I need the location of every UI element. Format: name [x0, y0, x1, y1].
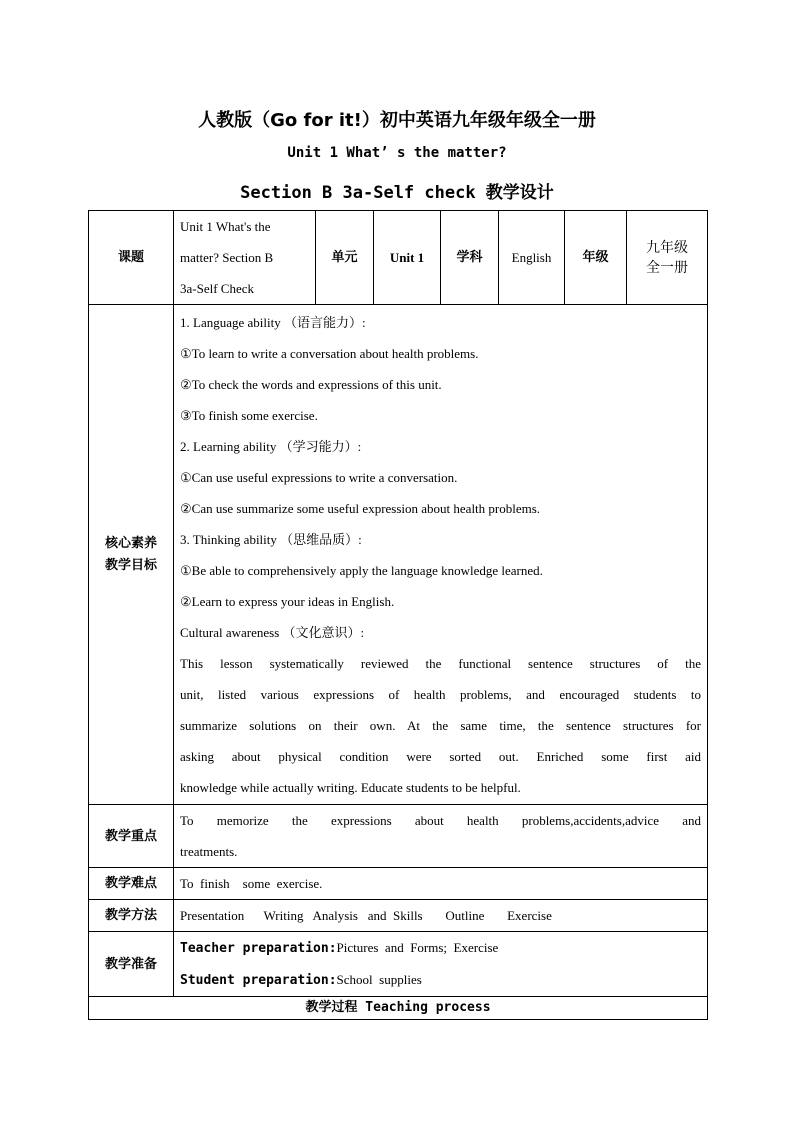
methods-content: Presentation Writing Analysis and Skills Outline Exercise	[174, 900, 708, 932]
section-title: Section B 3a-Self check 教学设计	[240, 183, 554, 203]
cultural-paragraph-line: knowledge while actually writing. Educate students to be helpful.	[180, 779, 521, 795]
unit-value: Unit 1	[374, 211, 441, 305]
objectives-label-line: 核心素养	[104, 535, 157, 551]
teacher-preparation-text: Pictures and Forms; Exercise	[336, 940, 499, 955]
objectives-row	[89, 305, 708, 805]
cultural-paragraph-line: summarize solutions on their own. At the same time, the sentence structures for	[180, 717, 701, 733]
objective-line: 1. Language ability （语言能力）:	[180, 314, 366, 330]
student-preparation	[180, 964, 701, 996]
topic-line: Unit 1 What's the	[180, 219, 271, 234]
objective-line: Cultural awareness （文化意识）:	[180, 624, 365, 640]
objective-line: ①Be able to comprehensively apply the language knowledge learned.	[180, 562, 543, 578]
student-preparation-label: Student preparation:	[180, 973, 337, 988]
key-points-line: treatments.	[180, 844, 238, 859]
cultural-paragraph-line: asking about physical condition were sorted out. Enriched some first aid	[180, 748, 701, 764]
objective-line: ①To learn to write a conversation about health problems.	[180, 345, 479, 361]
difficulties-label: 教学难点	[89, 868, 174, 900]
difficulties-content: To finish some exercise.	[174, 868, 708, 900]
teacher-preparation	[180, 932, 701, 964]
topic-line: 3a-Self Check	[180, 281, 255, 296]
topic-value	[174, 211, 316, 305]
document-title: 人教版（Go for it!）初中英语九年级年级全一册	[198, 110, 596, 131]
teaching-process-heading: 教学过程 Teaching process	[89, 997, 708, 1020]
subject-value: English	[499, 211, 565, 305]
topic-line: matter? Section B	[180, 250, 274, 265]
grade-label: 年级	[565, 211, 627, 305]
objectives-content	[174, 305, 708, 805]
objectives-label-line: 教学目标	[104, 557, 157, 573]
grade-line: 全一册	[646, 259, 688, 276]
objective-line: ②Learn to express your ideas in English.	[180, 593, 395, 609]
key-points-row	[89, 805, 708, 868]
lesson-plan-table	[88, 210, 708, 1020]
preparation-row	[89, 932, 708, 997]
info-row	[89, 211, 708, 305]
objective-line: 3. Thinking ability （思维品质）:	[180, 531, 362, 547]
methods-label: 教学方法	[89, 900, 174, 932]
difficulties-row	[89, 868, 708, 900]
cultural-paragraph-line: This lesson systematically reviewed the functional sentence structures of the	[180, 655, 701, 671]
objective-line: 2. Learning ability （学习能力）:	[180, 438, 362, 454]
unit-subtitle: Unit 1 What’ s the matter?	[287, 145, 507, 161]
subject-label: 学科	[441, 211, 499, 305]
unit-label: 单元	[316, 211, 374, 305]
key-points-content	[174, 805, 708, 868]
objective-line: ①Can use useful expressions to write a conversation.	[180, 469, 458, 485]
grade-line: 九年级	[646, 239, 688, 256]
teaching-process-row	[89, 997, 708, 1020]
student-preparation-text: School supplies	[336, 972, 422, 987]
topic-label: 课题	[89, 211, 174, 305]
cultural-paragraph-line: unit, listed various expressions of health problems, and encouraged students to	[180, 686, 701, 702]
objectives-label	[89, 305, 174, 805]
methods-row	[89, 900, 708, 932]
grade-value	[627, 211, 708, 305]
objective-line: ②Can use summarize some useful expression about health problems.	[180, 500, 541, 516]
objective-line: ②To check the words and expressions of this unit.	[180, 376, 442, 392]
key-points-label: 教学重点	[89, 805, 174, 868]
teacher-preparation-label: Teacher preparation:	[180, 941, 337, 956]
key-points-line: To memorize the expressions about health problems,accidents,advice and	[180, 813, 701, 828]
preparation-content	[174, 932, 708, 997]
objective-line: ③To finish some exercise.	[180, 407, 318, 423]
preparation-label: 教学准备	[89, 932, 174, 997]
